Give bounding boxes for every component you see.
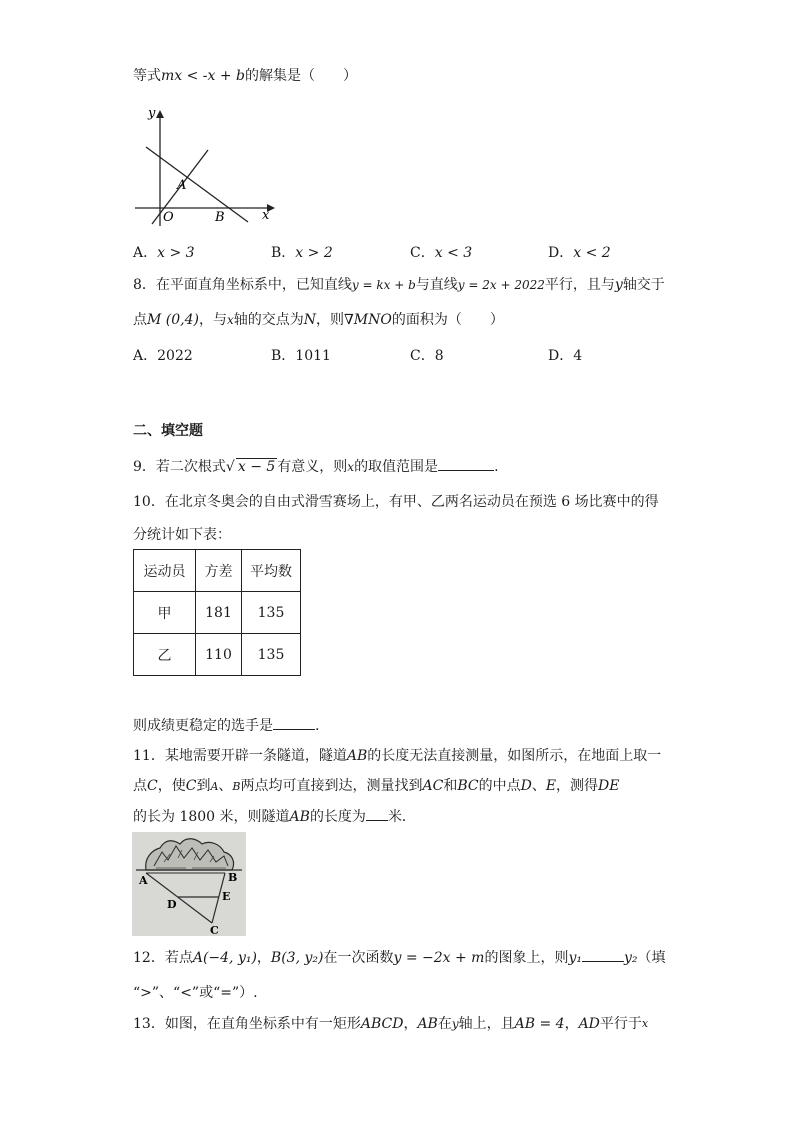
section-title: 二、填空题 [133, 423, 203, 439]
q7-stem-tail: 的解集是（ ） [245, 68, 358, 84]
text: . [315, 718, 320, 734]
text: 有意义，则 [277, 459, 348, 475]
cell-mean: 135 [242, 634, 301, 676]
option-text: 2022 [157, 348, 193, 364]
q8-line2 [133, 310, 504, 330]
math: B(3, y₂) [270, 950, 324, 966]
text: ，测得 [556, 778, 599, 794]
q7-option-d[interactable] [548, 243, 611, 263]
text: 11．某地需要开辟一条隧道，隧道 [133, 748, 347, 764]
math: ABCD [360, 1016, 404, 1032]
text: 平行，且与 [544, 277, 615, 293]
math: M (0,4) [147, 312, 199, 328]
table-header-row [134, 550, 301, 592]
math: y₂ [623, 950, 638, 966]
cell-athlete: 乙 [134, 634, 196, 676]
math: y = 2x + 2022 [457, 278, 545, 292]
text: 的面积为（ ） [391, 312, 504, 328]
q10-line2: 分统计如下表： [133, 527, 231, 543]
math: x [226, 313, 234, 327]
math: y₁ [568, 950, 582, 966]
label-d: D [167, 898, 177, 911]
math: AB [289, 809, 310, 825]
option-letter: C． [410, 245, 435, 261]
text: . [494, 459, 499, 475]
option-letter: C． [410, 348, 435, 364]
cell-athlete: 甲 [134, 592, 196, 634]
math: AB [417, 1016, 438, 1032]
text: 的取值范围是 [354, 459, 439, 475]
q11-line1 [133, 746, 661, 766]
sqrt-sign: √ [225, 459, 235, 475]
q12-line2: “>”、“<”或“=”）. [133, 985, 258, 1001]
text: 点 [133, 312, 147, 328]
text: 13．如图，在直角坐标系中有一矩形 [133, 1016, 361, 1032]
text: 的长度为 [309, 809, 366, 825]
math: C [147, 778, 158, 794]
text: 的长为 1800 米，则隧道 [133, 809, 290, 825]
option-letter: B． [271, 245, 296, 261]
option-letter: D． [548, 245, 574, 261]
math: y [451, 1017, 459, 1031]
header-mean: 平均数 [242, 550, 301, 592]
text: ，与 [198, 312, 227, 328]
score-table [133, 549, 301, 676]
text: 的图象上，则 [484, 950, 569, 966]
math: x [347, 460, 355, 474]
text: 在 [437, 1016, 452, 1032]
axis-label-y: y [148, 106, 156, 121]
q8-option-d[interactable] [548, 346, 582, 366]
math: y = kx + b [351, 278, 416, 292]
text: 到 [196, 778, 211, 794]
math: BC [457, 778, 479, 794]
q7-inequality: mx < -x + b [161, 68, 246, 84]
table-row [134, 634, 301, 676]
y-axis-arrow [156, 110, 164, 118]
text: 在一次函数 [323, 950, 394, 966]
option-text: x < 3 [434, 245, 473, 261]
q10-line1: 10．在北京冬奥会的自由式滑雪赛场上，有甲、乙两名运动员在预选 6 场比赛中的得 [133, 494, 659, 510]
label-c: C [210, 924, 219, 936]
cell-mean: 135 [242, 592, 301, 634]
radicand: x − 5 [237, 459, 276, 475]
text: 与直线 [415, 277, 458, 293]
answer-blank[interactable] [366, 806, 388, 821]
label-b: B [228, 871, 238, 884]
math: B [232, 780, 241, 793]
q11-line2 [133, 776, 620, 797]
text: 轴上，且 [458, 1016, 515, 1032]
option-letter: A． [133, 348, 158, 364]
text: ，则 [316, 312, 345, 328]
q13-line1 [133, 1014, 648, 1034]
header-athlete: 运动员 [134, 550, 196, 592]
math: A(−4, y₁) [192, 950, 257, 966]
text: ，使 [157, 778, 186, 794]
q7-option-a[interactable] [133, 243, 195, 263]
q7-option-c[interactable] [410, 243, 472, 263]
math: D [520, 778, 532, 794]
option-letter: A． [133, 245, 158, 261]
text: ， [403, 1016, 418, 1032]
text: 平行于 [599, 1016, 642, 1032]
option-text: x > 3 [157, 245, 195, 261]
option-text: x < 2 [573, 245, 611, 261]
math: y = −2x + m [393, 950, 485, 966]
q9 [133, 456, 499, 477]
label-a: A [139, 874, 148, 887]
text: 的长度无法直接测量，如图所示，在地面上取一 [367, 748, 662, 764]
math: AD [578, 1016, 600, 1032]
text: 两点均可直接到达，测量找到 [240, 778, 423, 794]
q7-option-b[interactable] [271, 243, 333, 263]
header-variance: 方差 [196, 550, 242, 592]
math: ∇MNO [344, 312, 392, 328]
math: AB = 4 [514, 1016, 565, 1032]
cell-variance: 181 [196, 592, 242, 634]
option-text: 4 [573, 348, 583, 364]
q12-line1 [133, 947, 666, 968]
text: 12．若点 [133, 950, 193, 966]
label-point-a: A [177, 178, 187, 193]
math: C [185, 778, 197, 794]
label-e: E [222, 890, 231, 903]
q8-option-c[interactable] [410, 346, 444, 366]
option-text: x > 2 [295, 245, 333, 261]
text: ， [256, 950, 271, 966]
text: ， [564, 1016, 579, 1032]
label-origin: O [163, 210, 174, 225]
q7-graph [130, 104, 280, 234]
text: 的中点 [478, 778, 521, 794]
axis-label-x: x [262, 208, 270, 223]
math: A [210, 780, 219, 793]
text: 轴的交点为 [233, 312, 304, 328]
q7-stem-text: 等式 [133, 68, 161, 84]
q8-option-a[interactable] [133, 346, 193, 366]
table-row [134, 592, 301, 634]
text: 轴交于 [622, 277, 665, 293]
option-letter: B． [271, 348, 296, 364]
q8-option-b[interactable] [271, 346, 331, 366]
q7-stem [133, 66, 357, 86]
cell-variance: 110 [196, 634, 242, 676]
text: 点 [133, 778, 147, 794]
text: 米． [387, 809, 416, 825]
math: N [303, 312, 317, 328]
answer-blank[interactable] [438, 456, 494, 471]
q10-answer [133, 715, 319, 736]
option-text: 8 [434, 348, 444, 364]
text: 8．在平面直角坐标系中，已知直线 [133, 277, 352, 293]
q8-line1 [133, 275, 665, 295]
q11-figure [132, 832, 246, 936]
text: （填 [637, 950, 666, 966]
text: 则成绩更稳定的选手是 [133, 718, 273, 734]
math: E [545, 778, 557, 794]
math: AB [346, 748, 368, 764]
math: y [614, 277, 623, 293]
option-letter: D． [548, 348, 574, 364]
q11-line3 [133, 806, 416, 827]
label-point-b: B [215, 210, 225, 225]
math: AC [422, 778, 444, 794]
text: 9．若二次根式 [133, 459, 226, 475]
math: x [641, 1017, 649, 1030]
text: 、 [218, 778, 233, 794]
text: 、 [531, 778, 546, 794]
option-text: 1011 [295, 348, 331, 364]
answer-blank[interactable] [273, 715, 315, 730]
text: 和 [443, 778, 458, 794]
answer-blank[interactable] [582, 947, 624, 962]
math: DE [598, 778, 620, 794]
